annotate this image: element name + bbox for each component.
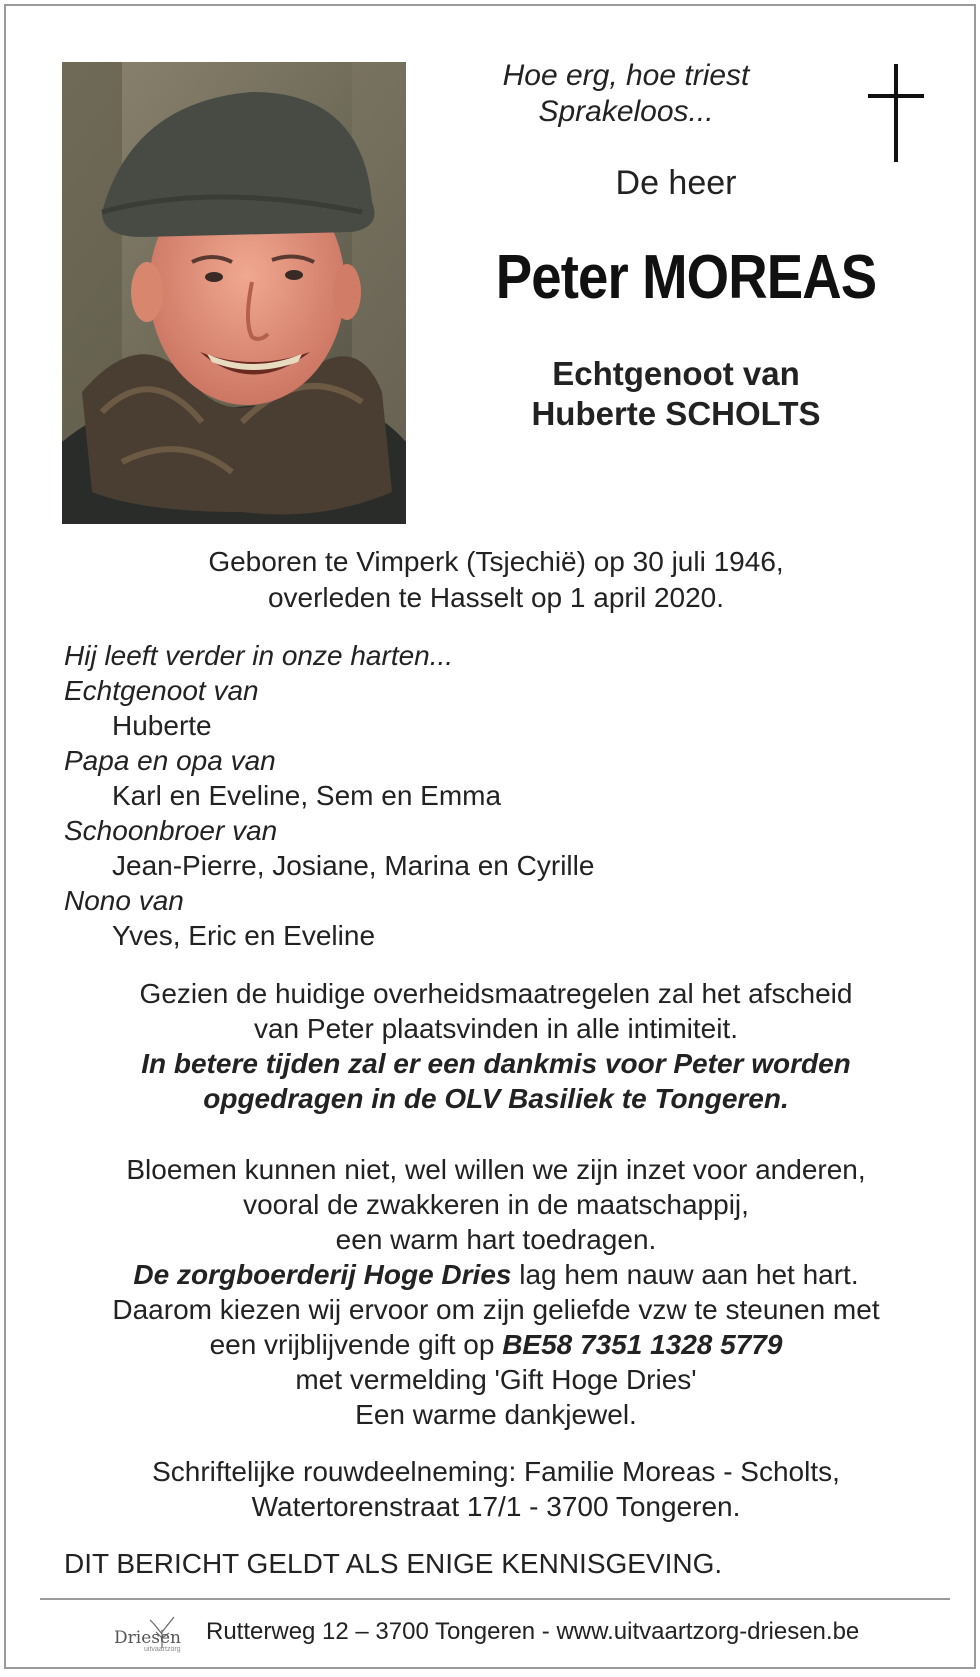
notice-line-1: Gezien de huidige overheidsmaatregelen zal het afscheid xyxy=(139,978,853,1009)
flowers-line-2: vooral de zwakkeren in de maatschappij, xyxy=(243,1189,749,1220)
family-names: Huberte xyxy=(112,710,212,741)
family-names: Karl en Eveline, Sem en Emma xyxy=(112,780,502,811)
opening-quote xyxy=(446,58,806,130)
notice-line-2: van Peter plaatsvinden in alle intimiteit. xyxy=(253,1013,739,1044)
portrait-image xyxy=(62,62,406,524)
birth-line: Geboren te Vimperk (Tsjechië) op 30 juli 1946, xyxy=(208,546,784,577)
funeral-home-logo xyxy=(114,1608,194,1658)
honorific: De heer xyxy=(615,164,737,202)
family-intro: Hij leeft verder in onze harten... xyxy=(64,640,454,671)
notice-bold-line-1: In betere tijden zal er een dankmis voor Peter worden xyxy=(141,1048,851,1079)
family-names: Yves, Eric en Eveline xyxy=(112,920,376,951)
obituary-card xyxy=(4,4,976,1669)
family-list xyxy=(64,638,944,953)
official-notice: DIT BERICHT GELDT ALS ENIGE KENNISGEVING. xyxy=(64,1548,723,1579)
flowers-line-6 xyxy=(36,1327,956,1362)
logo-subtext: uitvaartzorg xyxy=(144,1646,181,1653)
birth-death-info xyxy=(46,544,946,616)
farewell-notice xyxy=(36,976,956,1116)
organisation-name: De zorgboerderij Hoge Dries xyxy=(133,1259,512,1290)
flowers-line-4-rest: lag hem nauw aan het hart. xyxy=(511,1259,859,1290)
funeral-home-address: Rutterweg 12 – 3700 Tongeren - www.uitvaartzorg-driesen.be xyxy=(206,1618,860,1645)
spouse-label: Echtgenoot van xyxy=(552,355,800,392)
flowers-line-7: met vermelding 'Gift Hoge Dries' xyxy=(295,1364,697,1395)
family-relation: Papa en opa van xyxy=(64,745,276,776)
notice-bold-line-2: opgedragen in de OLV Basiliek te Tongeren. xyxy=(203,1083,789,1114)
flowers-line-5: Daarom kiezen wij ervoor om zijn geliefde vzw te steunen met xyxy=(112,1294,880,1325)
family-names: Jean-Pierre, Josiane, Marina en Cyrille xyxy=(112,850,595,881)
quote-line-2: Sprakeloos... xyxy=(538,95,714,128)
flowers-line-4 xyxy=(36,1257,956,1292)
condolence-line-1: Schriftelijke rouwdeelneming: Familie Moreas - Scholts, xyxy=(152,1456,840,1487)
logo-text: Driesen xyxy=(114,1628,181,1648)
iban-number: BE58 7351 1328 5779 xyxy=(502,1329,783,1360)
deceased-name: Peter MOREAS xyxy=(495,243,877,312)
condolence-address xyxy=(36,1454,956,1524)
flowers-line-6-prefix: een vrijblijvende gift op xyxy=(209,1329,503,1360)
flowers-line-3: een warm hart toedragen. xyxy=(335,1224,657,1255)
flowers-line-1: Bloemen kunnen niet, wel willen we zijn inzet voor anderen, xyxy=(126,1154,866,1185)
portrait-photo xyxy=(62,62,406,524)
family-relation: Schoonbroer van xyxy=(64,815,278,846)
family-relation: Nono van xyxy=(64,885,184,916)
quote-line-1: Hoe erg, hoe triest xyxy=(502,59,750,92)
flowers-line-8: Een warme dankjewel. xyxy=(355,1399,637,1430)
death-line: overleden te Hasselt op 1 april 2020. xyxy=(267,582,725,613)
spouse-block xyxy=(476,354,876,434)
footer-divider xyxy=(40,1598,950,1600)
cross-icon xyxy=(868,64,924,162)
family-relation: Echtgenoot van xyxy=(64,675,259,706)
condolence-line-2: Watertorenstraat 17/1 - 3700 Tongeren. xyxy=(251,1491,741,1522)
spouse-name: Huberte SCHOLTS xyxy=(531,395,821,432)
donation-notice xyxy=(36,1152,956,1432)
